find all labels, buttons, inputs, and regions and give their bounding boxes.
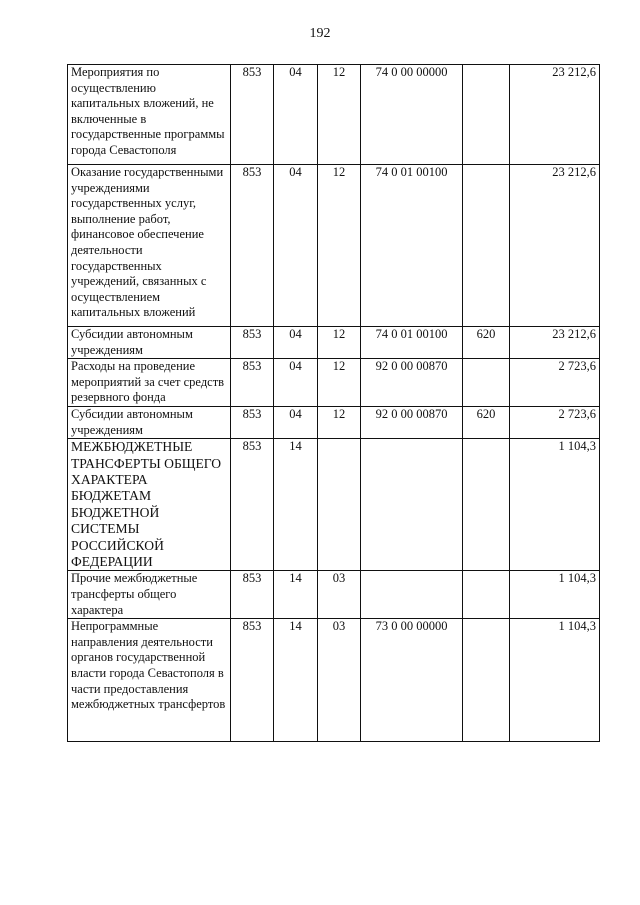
grbs-code-cell: 853 — [231, 165, 274, 327]
section-code-cell: 14 — [274, 571, 318, 619]
section-code-cell: 14 — [274, 619, 318, 742]
expense-name-cell: Непрограммные направления деятельности органов государственной власти города Севастополя в части предоставления межбюджетных трансфертов — [68, 619, 231, 742]
grbs-code-cell: 853 — [231, 439, 274, 571]
subsection-code-cell: 03 — [318, 619, 361, 742]
subsection-code-cell: 12 — [318, 65, 361, 165]
expense-type-cell — [463, 571, 510, 619]
table-row — [68, 165, 600, 327]
amount-cell: 23 212,6 — [510, 165, 600, 327]
grbs-code-cell: 853 — [231, 571, 274, 619]
table-row — [68, 406, 600, 438]
target-article-cell — [361, 571, 463, 619]
amount-cell: 1 104,3 — [510, 571, 600, 619]
grbs-code-cell: 853 — [231, 406, 274, 438]
amount-cell: 23 212,6 — [510, 65, 600, 165]
section-code-cell: 04 — [274, 359, 318, 407]
amount-cell: 1 104,3 — [510, 619, 600, 742]
table-row — [68, 571, 600, 619]
target-article-cell: 74 0 01 00100 — [361, 165, 463, 327]
expense-type-cell — [463, 165, 510, 327]
expense-name-cell: Субсидии автономным учреждениям — [68, 406, 231, 438]
subsection-code-cell: 12 — [318, 165, 361, 327]
grbs-code-cell: 853 — [231, 359, 274, 407]
expense-name-cell: МЕЖБЮДЖЕТНЫЕ ТРАНСФЕРТЫ ОБЩЕГО ХАРАКТЕРА БЮДЖЕТАМ БЮДЖЕТНОЙ СИСТЕМЫ РОССИЙСКОЙ ФЕДЕРАЦИИ — [68, 439, 231, 571]
table-row — [68, 327, 600, 359]
expense-name-cell: Мероприятия по осуществлению капитальных вложений, не включенные в государственные программы города Севастополя — [68, 65, 231, 165]
amount-cell: 2 723,6 — [510, 359, 600, 407]
amount-cell: 23 212,6 — [510, 327, 600, 359]
expense-name-cell: Оказание государственными учреждениями государственных услуг, выполнение работ, финансовое обеспечение деятельности государственных учреждений, связанных с осуществлением капитальных вложений — [68, 165, 231, 327]
target-article-cell: 73 0 00 00000 — [361, 619, 463, 742]
subsection-code-cell: 03 — [318, 571, 361, 619]
amount-cell: 1 104,3 — [510, 439, 600, 571]
table-row — [68, 619, 600, 742]
expense-type-cell — [463, 619, 510, 742]
grbs-code-cell: 853 — [231, 619, 274, 742]
expense-name-cell: Субсидии автономным учреждениям — [68, 327, 231, 359]
expense-type-cell: 620 — [463, 406, 510, 438]
subsection-code-cell: 12 — [318, 359, 361, 407]
page-number: 192 — [309, 26, 331, 41]
target-article-cell: 74 0 01 00100 — [361, 327, 463, 359]
subsection-code-cell: 12 — [318, 327, 361, 359]
section-code-cell: 14 — [274, 439, 318, 571]
section-code-cell: 04 — [274, 165, 318, 327]
target-article-cell: 92 0 00 00870 — [361, 359, 463, 407]
target-article-cell: 74 0 00 00000 — [361, 65, 463, 165]
section-code-cell: 04 — [274, 65, 318, 165]
expense-type-cell — [463, 359, 510, 407]
expense-type-cell — [463, 439, 510, 571]
subsection-code-cell: 12 — [318, 406, 361, 438]
target-article-cell — [361, 439, 463, 571]
amount-cell: 2 723,6 — [510, 406, 600, 438]
section-code-cell: 04 — [274, 406, 318, 438]
grbs-code-cell: 853 — [231, 65, 274, 165]
budget-table — [67, 64, 600, 742]
table-row — [68, 65, 600, 165]
table-row — [68, 359, 600, 407]
expense-name-cell: Прочие межбюджетные трансферты общего характера — [68, 571, 231, 619]
expense-type-cell — [463, 65, 510, 165]
grbs-code-cell: 853 — [231, 327, 274, 359]
target-article-cell: 92 0 00 00870 — [361, 406, 463, 438]
expense-name-cell: Расходы на проведение мероприятий за счет средств резервного фонда — [68, 359, 231, 407]
subsection-code-cell — [318, 439, 361, 571]
expense-type-cell: 620 — [463, 327, 510, 359]
table-row — [68, 439, 600, 571]
section-code-cell: 04 — [274, 327, 318, 359]
